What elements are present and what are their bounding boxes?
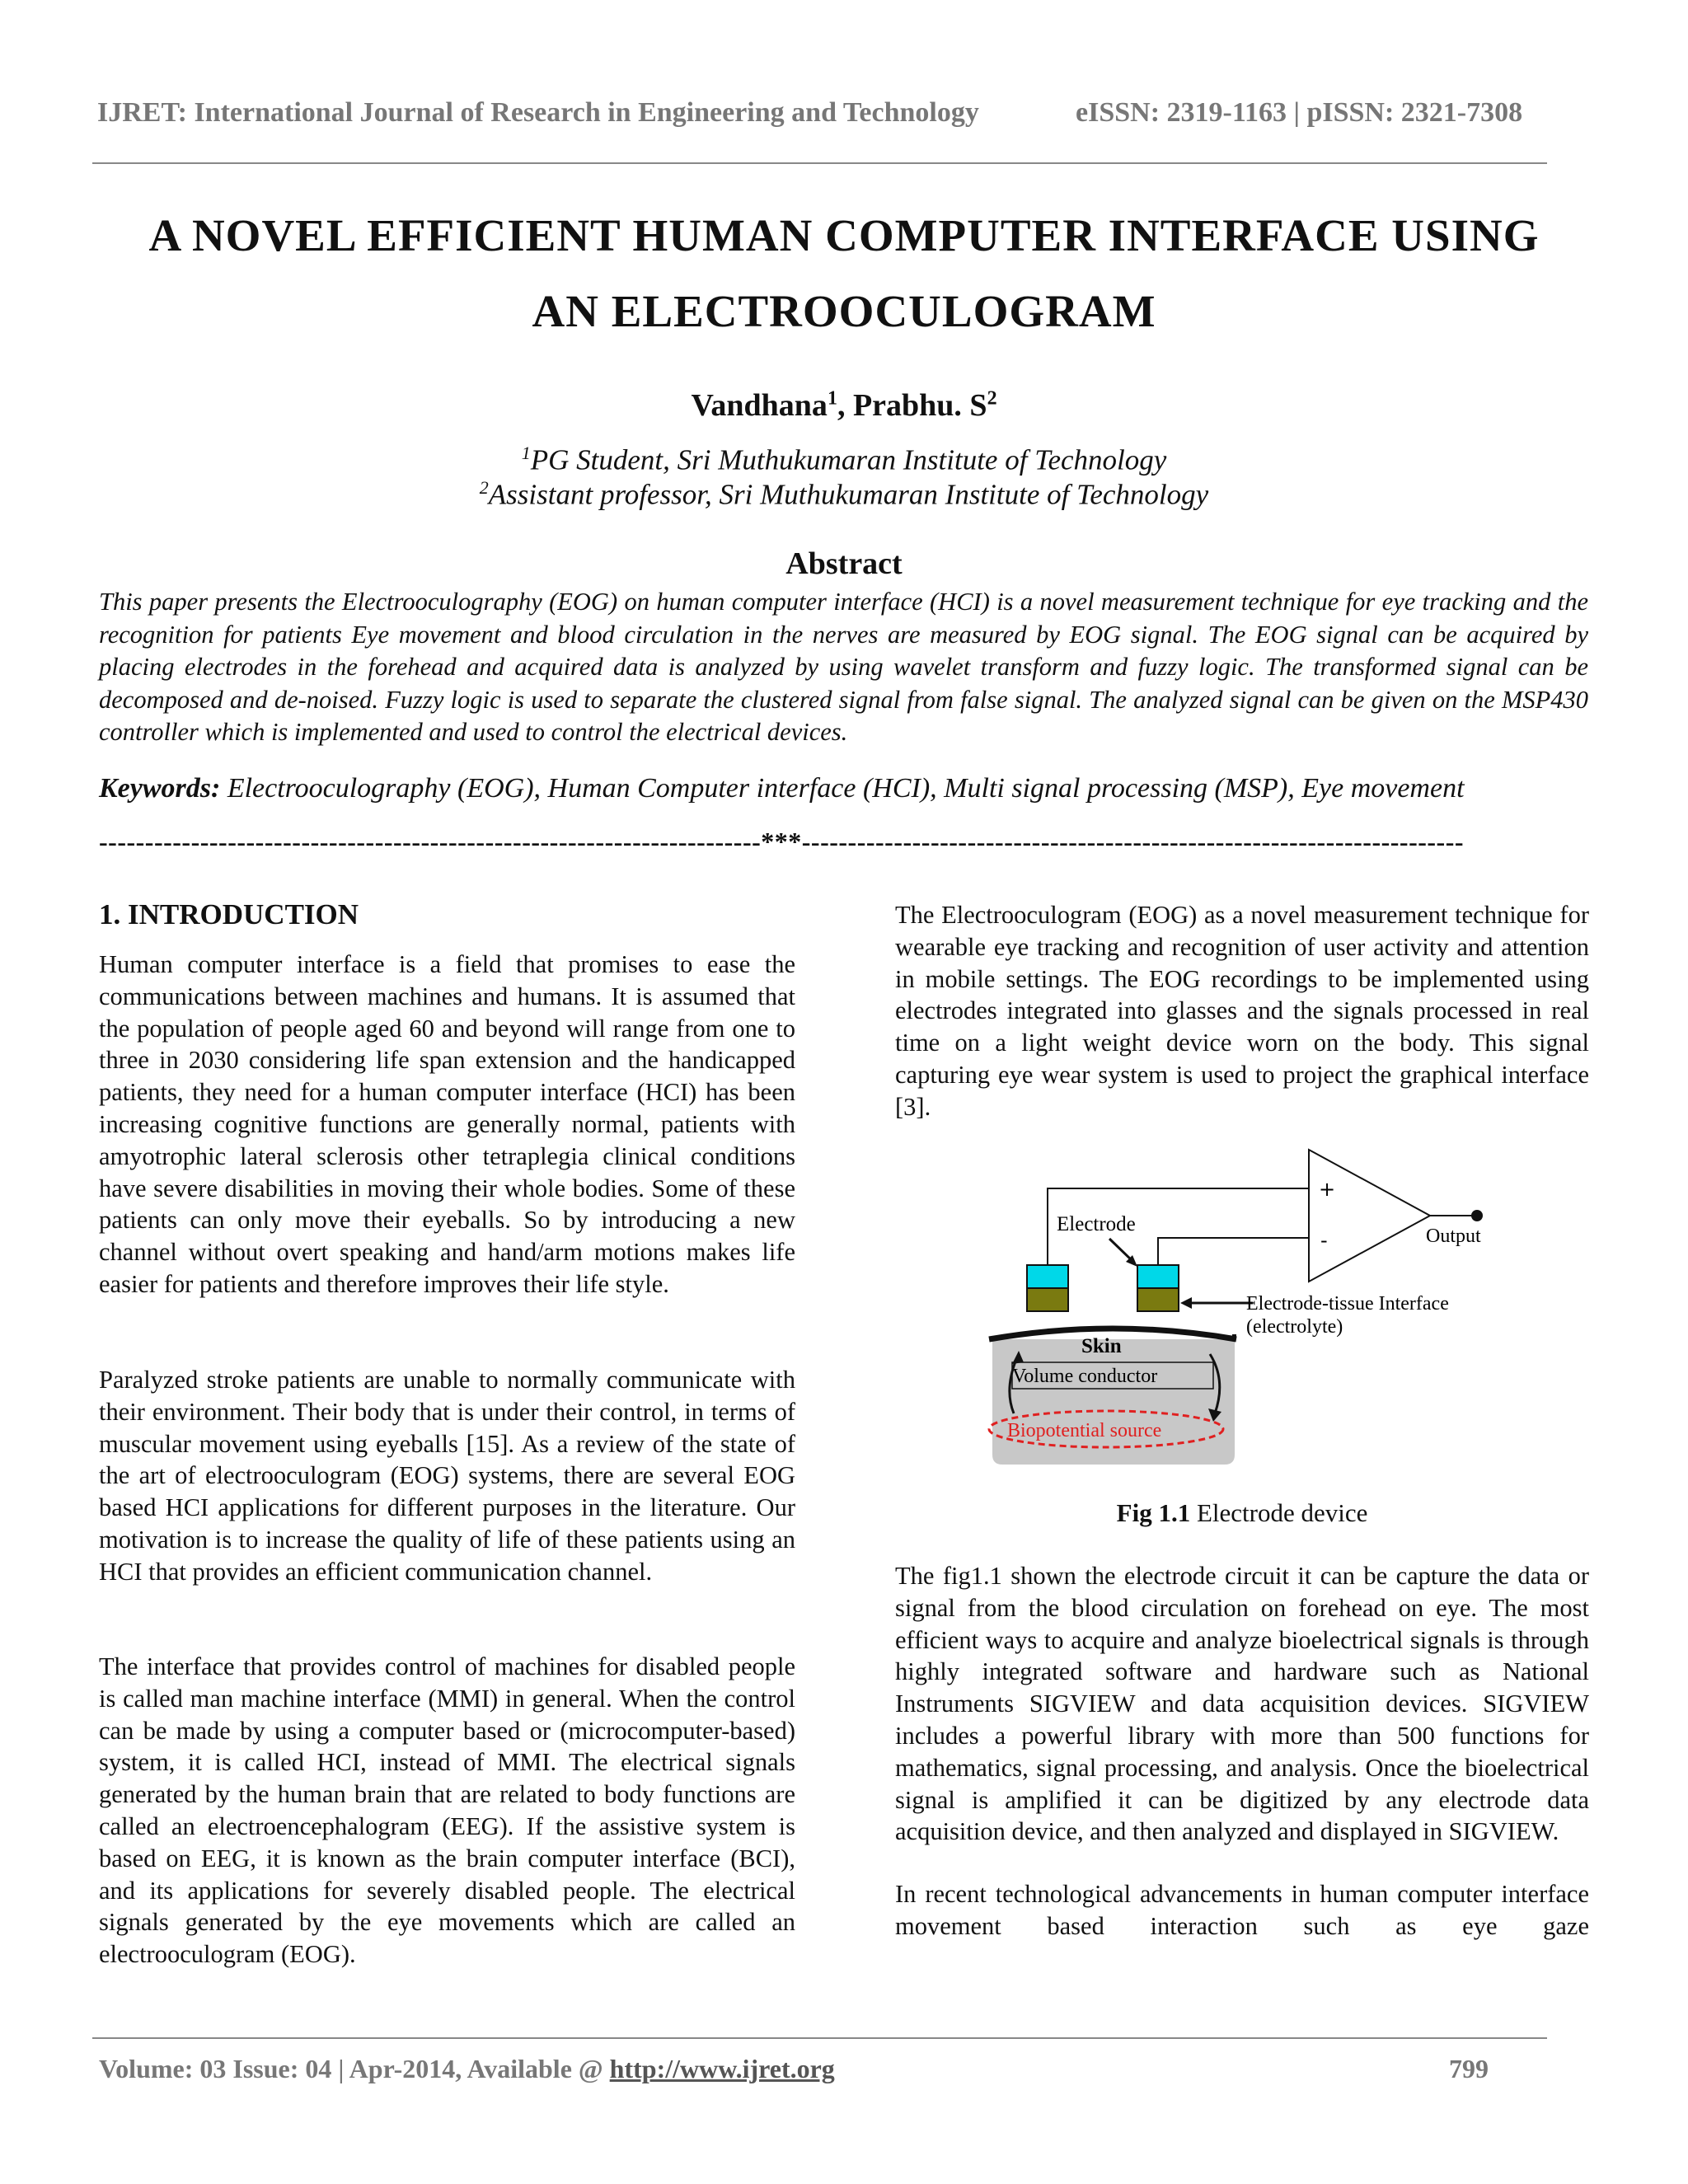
electrode-diagram [981, 1141, 1508, 1479]
keywords-label: Keywords: [99, 773, 221, 804]
footer-divider [92, 2037, 1547, 2039]
paragraph-text: The interface that provides control of machines for disabled people is called man machine interface (MMI) in general. When the control can be made by using a computer based or (microcomputer-based) system, it is called HCI, instead of MMI. The electrical signals generated by the human brain that are related to body functions are called an electroencephalogram (EEG). If the assistive system is based on EEG, it is known as the brain computer interface (BCI), and its applications for severely disabled people. The electrical signals generated by the eye movements which are called an electrooculogram (EOG). [99, 1652, 795, 1969]
intro-paragraph-3 [99, 1651, 795, 1971]
intro-paragraph-4 [895, 899, 1589, 1123]
electrode-1-bottom [1027, 1288, 1068, 1311]
page-number: 799 [1449, 2054, 1489, 2083]
keywords-text: Electrooculography (EOG), Human Computer interface (HCI), Multi signal processing (MSP), Eye movement [220, 773, 1465, 804]
affiliation-2-sup: 2 [479, 477, 489, 498]
output-label: Output [1426, 1226, 1481, 1247]
figure-caption [895, 1498, 1589, 1528]
caption-label: Fig 1.1 [1116, 1498, 1191, 1527]
wire-minus [1158, 1238, 1309, 1265]
intro-paragraph-2 [99, 1364, 795, 1588]
paragraph-text: In recent technological advancements in human computer interface movement based interaction such as eye gaze [895, 1880, 1589, 1940]
paragraph-text: The Electrooculogram (EOG) as a novel measurement technique for wearable eye tracking and recognition of user activity and attention in mobile settings. The EOG recordings to be implemented using electrodes integrated into glasses and the signals processed in real time on a light weight device worn on the body. This signal capturing eye wear system is used to project the graphical interface [3]. [895, 901, 1589, 1121]
intro-paragraph-6 [895, 1878, 1589, 1943]
volume-conductor-label: Volume conductor [1012, 1366, 1158, 1387]
title-line-1: A NOVEL EFFICIENT HUMAN COMPUTER INTERFACE USING [148, 210, 1540, 260]
output-node [1471, 1210, 1483, 1221]
intro-paragraph-5 [895, 1560, 1589, 1848]
section-separator: ------------------------------------------------------------------------***------------------------------------------------------------------------ [99, 827, 1464, 856]
biopotential-source-label: Biopotential source [1007, 1420, 1162, 1441]
journal-header: IJRET: International Journal of Research in Engineering and Technology [97, 97, 979, 128]
paragraph-text: The fig1.1 shown the electrode circuit it can be capture the data or signal from the blood circulation on forehead on eye. The most efficient ways to acquire and analyze bioelectrical signals is through highly integrated software and hardware such as National Instruments SIGVIEW and data acquisition devices. SIGVIEW includes a powerful library with more than 500 functions for mathematics, signal processing, and analysis. Once the bioelectrical signal is amplified it can be digitized by any electrode data acquisition device, and then analyzed and displayed in SIGVIEW. [895, 1562, 1589, 1846]
skin-label: Skin [1081, 1335, 1122, 1357]
volume-conductor-shape [992, 1339, 1235, 1465]
issn-header: eISSN: 2319-1163 | pISSN: 2321-7308 [1076, 97, 1523, 128]
author-1: Vandhana [691, 388, 828, 423]
section-heading-introduction: 1. INTRODUCTION [99, 898, 359, 930]
title-line-2: AN ELECTROOCULOGRAM [532, 286, 1156, 336]
abstract-text: This paper presents the Electrooculography (EOG) on human computer interface (HCI) is a novel measurement technique for eye tracking and the recognition for patients Eye movement and blood circulation in the nerves are measured by EOG signal. The EOG signal can be acquired by placing electrodes in the forehead and acquired data is analyzed by using wavelet transform and fuzzy logic. The transformed signal can be decomposed and de-noised. Fuzzy logic is used to separate the clustered signal from false signal. The analyzed signal can be given on the MSP430 controller which is implemented and used to control the electrical devices. [99, 588, 1588, 746]
affiliation-2 [0, 477, 1688, 512]
amplifier-triangle [1309, 1150, 1430, 1282]
footer-volume-text: Volume: 03 Issue: 04 | Apr-2014, Available @ [99, 2054, 610, 2083]
interface-label-1: Electrode-tissue Interface [1246, 1293, 1449, 1315]
caption-text: Electrode device [1190, 1498, 1368, 1527]
affiliation-1 [0, 443, 1688, 477]
interface-arrowhead [1180, 1297, 1192, 1309]
header-divider [92, 162, 1547, 164]
plus-label: + [1319, 1178, 1336, 1201]
abstract-heading: Abstract [785, 546, 903, 581]
affiliation-1-text: PG Student, Sri Muthukumaran Institute of Technology [530, 443, 1167, 476]
minus-label: - [1320, 1229, 1328, 1252]
authors [0, 387, 1688, 424]
intro-paragraph-1 [99, 949, 795, 1301]
figure-electrode-device [981, 1141, 1508, 1479]
author-2-sup: 2 [987, 387, 997, 410]
affiliation-2-text: Assistant professor, Sri Muthukumaran Institute of Technology [488, 478, 1209, 511]
paragraph-text: Paralyzed stroke patients are unable to normally communicate with their environment. Their body that is under their control, in terms of muscular movement using eyeballs [15]. As a review of the state of the art of electrooculogram (EOG) systems, there are several EOG based HCI applications for different purposes in the literature. Our motivation is to increase the quality of life of these patients using an HCI that provides an efficient communication channel. [99, 1366, 795, 1586]
author-2: Prabhu. S [852, 388, 987, 423]
author-separator: , [837, 388, 853, 423]
paragraph-text: Human computer interface is a field that promises to ease the communications between machines and humans. It is assumed that the population of people aged 60 and beyond will range from one to three in 2030 considering life span extension and the handicapped patients, they need for a human computer interface (HCI) has been increasing cognitive functions are generally normal, patients with amyotrophic lateral sclerosis other tetraplegia clinical conditions have severe disabilities in moving their whole bodies. Some of these patients can only move their eyeballs. So by introducing a new channel without overt speaking and hand/arm motions makes life easier for patients and therefore improves their life style. [99, 950, 795, 1298]
electrode-2-top [1137, 1265, 1179, 1288]
footer-volume [99, 2054, 835, 2084]
interface-label-2: (electrolyte) [1246, 1316, 1343, 1338]
affiliation-1-sup: 1 [521, 443, 531, 463]
footer-url-link[interactable]: http://www.ijret.org [609, 2054, 835, 2083]
electrode-label: Electrode [1057, 1213, 1136, 1235]
electrode-2-bottom [1137, 1288, 1179, 1311]
paper-title [82, 198, 1606, 349]
electrode-1-top [1027, 1265, 1068, 1288]
author-1-sup: 1 [827, 387, 837, 410]
keywords [99, 773, 1599, 804]
